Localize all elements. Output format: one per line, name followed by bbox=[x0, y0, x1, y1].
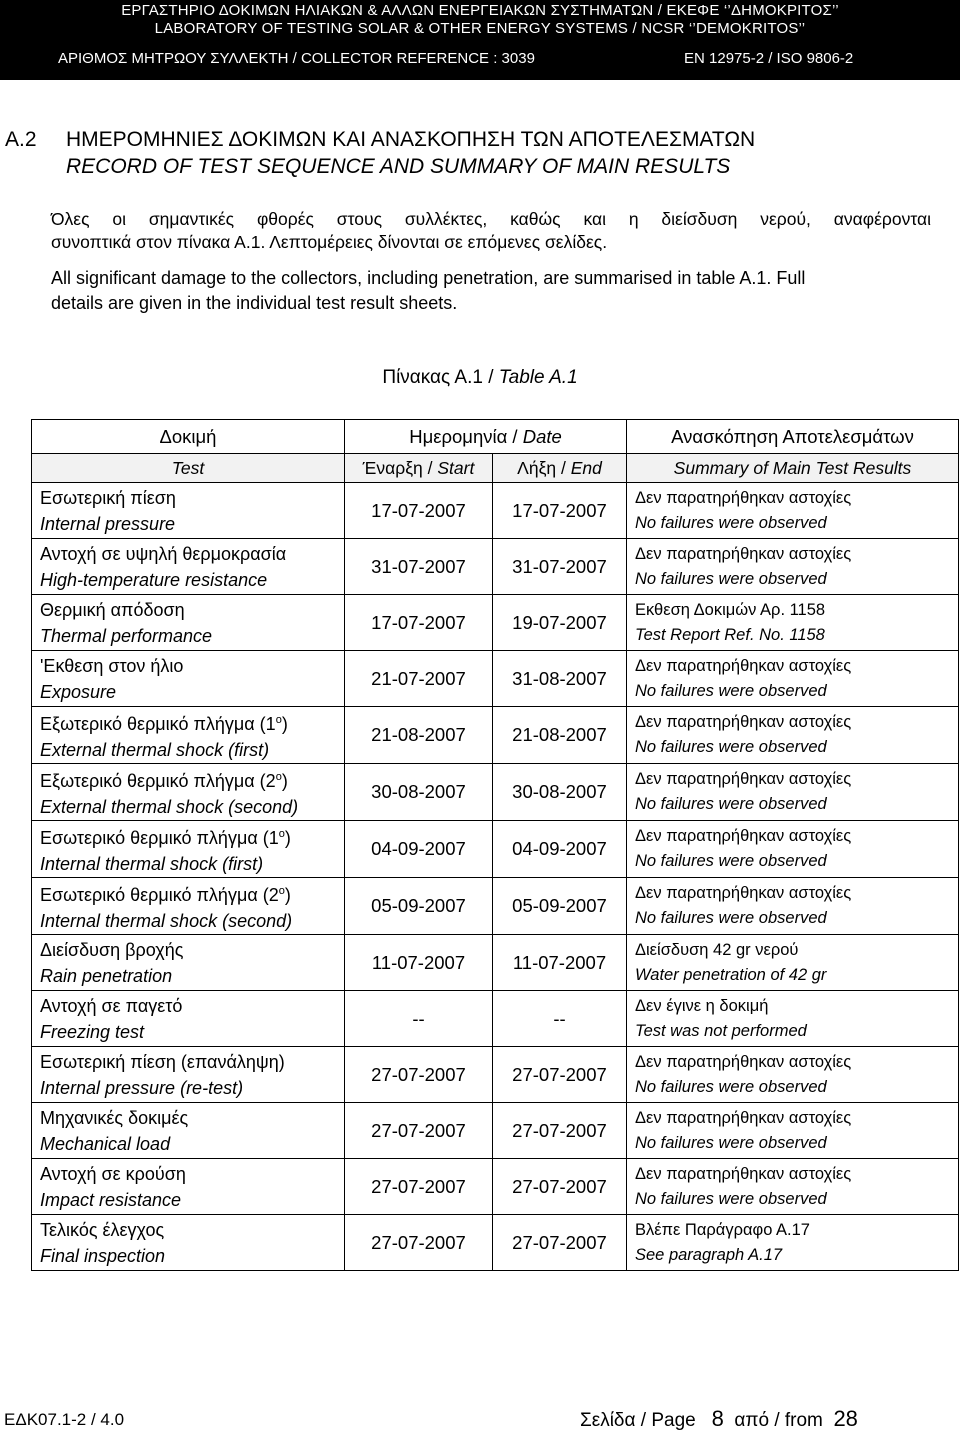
result-greek: Δεν έγινε η δοκιμή bbox=[635, 996, 769, 1015]
test-cell bbox=[32, 1047, 345, 1103]
table-row bbox=[32, 651, 959, 707]
test-name-english: Internal thermal shock (second) bbox=[40, 911, 293, 931]
section-number: A.2 bbox=[5, 128, 37, 151]
test-cell bbox=[32, 483, 345, 539]
header-summary-greek: Ανασκόπηση Αποτελεσμάτων bbox=[627, 420, 959, 454]
footer-page-number: 8 bbox=[711, 1406, 724, 1431]
table-row bbox=[32, 764, 959, 821]
end-date: 05-09-2007 bbox=[493, 878, 627, 935]
result-english: No failures were observed bbox=[635, 1077, 827, 1096]
result-greek: Δεν παρατηρήθηκαν αστοχίες bbox=[635, 884, 852, 902]
test-name-english: Internal thermal shock (first) bbox=[40, 854, 264, 874]
end-date: 27-07-2007 bbox=[493, 1047, 627, 1103]
test-name-english: Final inspection bbox=[40, 1245, 166, 1266]
result-english: No failures were observed bbox=[635, 795, 827, 813]
table-row bbox=[32, 595, 959, 651]
header-start bbox=[345, 454, 493, 483]
test-name-greek: Εξωτερικό θερμικό πλήγμα $(2^o)$ bbox=[40, 771, 288, 791]
end-date: -- bbox=[493, 991, 627, 1047]
result-english: No failures were observed bbox=[635, 738, 827, 756]
intro-english-line-2: details are given in the individual test result sheets. bbox=[51, 293, 458, 313]
result-english: Test Report Ref. No. 1158 bbox=[635, 625, 825, 644]
table-row bbox=[32, 707, 959, 764]
test-cell bbox=[32, 539, 345, 595]
table-row bbox=[32, 878, 959, 935]
test-name-english: Internal pressure bbox=[40, 513, 176, 534]
table-caption-greek: Πίνακας Α.1 / bbox=[382, 367, 499, 388]
result-greek: Διείσδυση 42 gr νερού bbox=[635, 940, 799, 959]
result-english: No failures were observed bbox=[635, 569, 827, 588]
start-date: 30-08-2007 bbox=[345, 764, 493, 821]
test-name-english: External thermal shock (first) bbox=[40, 740, 270, 760]
result-cell bbox=[627, 878, 959, 935]
result-english: No failures were observed bbox=[635, 1133, 827, 1152]
result-greek: Δεν παρατηρήθηκαν αστοχίες bbox=[635, 1108, 852, 1127]
result-cell bbox=[627, 935, 959, 991]
test-name-greek: Αντοχή σε κρούση bbox=[40, 1163, 186, 1184]
result-greek: Δεν παρατηρήθηκαν αστοχίες bbox=[635, 1164, 852, 1183]
result-english: Water penetration of 42 gr bbox=[635, 965, 827, 984]
result-greek: Εκθεση Δοκιμών Αρ. 1158 bbox=[635, 600, 826, 619]
footer-page-info bbox=[580, 1406, 858, 1432]
section-title-greek: ΗΜΕΡΟΜΗΝΙΕΣ ΔΟΚΙΜΩΝ ΚΑΙ ΑΝΑΣΚΟΠΗΣΗ ΤΩΝ ΑΠΟΤΕΛΕΣΜΑΤΩΝ bbox=[66, 128, 756, 151]
results-table bbox=[31, 419, 959, 1271]
result-english: No failures were observed bbox=[635, 1189, 827, 1208]
header-end bbox=[493, 454, 627, 483]
test-name-english: High-temperature resistance bbox=[40, 569, 268, 590]
end-date: 17-07-2007 bbox=[493, 483, 627, 539]
start-date: 31-07-2007 bbox=[345, 539, 493, 595]
footer-page-label: Σελίδα / Page bbox=[580, 1410, 696, 1431]
start-date: 17-07-2007 bbox=[345, 483, 493, 539]
page-header bbox=[0, 0, 960, 80]
result-cell bbox=[627, 539, 959, 595]
result-english: No failures were observed bbox=[635, 852, 827, 870]
test-name-greek: Αντοχή σε υψηλή θερμοκρασία bbox=[40, 543, 287, 564]
result-cell bbox=[627, 991, 959, 1047]
test-name-english: Internal pressure (re-test) bbox=[40, 1077, 244, 1098]
result-greek: Δεν παρατηρήθηκαν αστοχίες bbox=[635, 1052, 852, 1071]
test-name-greek: Διείσδυση βροχής bbox=[40, 939, 184, 960]
header-collector-reference: ΑΡΙΘΜΟΣ ΜΗΤΡΩΟΥ ΣΥΛΛΕΚΤΗ / COLLECTOR REFERENCE : 3039 bbox=[58, 50, 535, 67]
start-date: 21-08-2007 bbox=[345, 707, 493, 764]
test-name-greek: Μηχανικές δοκιμές bbox=[40, 1107, 189, 1128]
result-greek: Δεν παρατηρήθηκαν αστοχίες bbox=[635, 713, 852, 731]
table-row bbox=[32, 1047, 959, 1103]
end-date: 21-08-2007 bbox=[493, 707, 627, 764]
header-lab-name-english: LABORATORY OF TESTING SOLAR & OTHER ENERGY SYSTEMS / NCSR ‘’DEMOKRITOS’’ bbox=[154, 20, 806, 37]
result-greek: Δεν παρατηρήθηκαν αστοχίες bbox=[635, 656, 852, 675]
end-date: 30-08-2007 bbox=[493, 764, 627, 821]
table-row bbox=[32, 1103, 959, 1159]
start-date: 27-07-2007 bbox=[345, 1159, 493, 1215]
end-date: 19-07-2007 bbox=[493, 595, 627, 651]
test-name-greek: 'Εκθεση στον ήλιο bbox=[40, 655, 184, 676]
test-name-greek: Εξωτερικό θερμικό πλήγμα $(1^o)$ bbox=[40, 714, 288, 734]
result-cell bbox=[627, 1159, 959, 1215]
test-cell bbox=[32, 821, 345, 878]
result-english: See paragraph A.17 bbox=[635, 1245, 783, 1264]
result-cell bbox=[627, 764, 959, 821]
result-cell bbox=[627, 595, 959, 651]
result-greek: Δεν παρατηρήθηκαν αστοχίες bbox=[635, 770, 852, 788]
test-name-greek: Εσωτερική πίεση bbox=[40, 487, 176, 508]
intro-paragraph-greek bbox=[51, 208, 931, 254]
end-date: 04-09-2007 bbox=[493, 821, 627, 878]
intro-english-line-1: All significant damage to the collectors, including penetration, are summarised in table A.1. Full bbox=[51, 268, 806, 288]
test-cell bbox=[32, 878, 345, 935]
test-cell bbox=[32, 1159, 345, 1215]
table-row bbox=[32, 991, 959, 1047]
test-name-greek: Εσωτερικό θερμικό πλήγμα $(1^o)$ bbox=[40, 828, 291, 848]
start-date: 27-07-2007 bbox=[345, 1215, 493, 1271]
header-start-greek: Έναρξη / bbox=[362, 457, 438, 478]
start-date: 04-09-2007 bbox=[345, 821, 493, 878]
table-row bbox=[32, 935, 959, 991]
result-cell bbox=[627, 651, 959, 707]
table-header-row-1 bbox=[32, 420, 959, 454]
test-name-english: Mechanical load bbox=[40, 1133, 171, 1154]
test-cell bbox=[32, 651, 345, 707]
test-cell bbox=[32, 764, 345, 821]
test-name-english: External thermal shock (second) bbox=[40, 797, 299, 817]
table-row bbox=[32, 1215, 959, 1271]
end-date: 31-08-2007 bbox=[493, 651, 627, 707]
result-english: No failures were observed bbox=[635, 513, 827, 532]
section-title-english: RECORD OF TEST SEQUENCE AND SUMMARY OF MAIN RESULTS bbox=[66, 155, 731, 178]
table-row bbox=[32, 539, 959, 595]
test-name-english: Thermal performance bbox=[40, 625, 213, 646]
header-test-greek: Δοκιμή bbox=[32, 420, 345, 454]
test-name-english: Exposure bbox=[40, 681, 117, 702]
start-date: 05-09-2007 bbox=[345, 878, 493, 935]
end-date: 27-07-2007 bbox=[493, 1215, 627, 1271]
start-date: 17-07-2007 bbox=[345, 595, 493, 651]
result-greek: Δεν παρατηρήθηκαν αστοχίες bbox=[635, 544, 852, 563]
start-date: -- bbox=[345, 991, 493, 1047]
test-name-greek: Εσωτερικό θερμικό πλήγμα $(2^o)$ bbox=[40, 885, 291, 905]
result-greek: Δεν παρατηρήθηκαν αστοχίες bbox=[635, 488, 852, 507]
intro-greek-line-1: Όλες οι σημαντικές φθορές στους συλλέκτες, καθώς και η διείσδυση νερού, αναφέρονται bbox=[51, 209, 931, 229]
result-greek: Βλέπε Παράγραφο Α.17 bbox=[635, 1220, 810, 1239]
start-date: 11-07-2007 bbox=[345, 935, 493, 991]
header-end-english: End bbox=[570, 457, 602, 478]
end-date: 27-07-2007 bbox=[493, 1103, 627, 1159]
result-cell bbox=[627, 707, 959, 764]
table-header-row-2 bbox=[32, 454, 959, 483]
test-name-greek: Αντοχή σε παγετό bbox=[40, 995, 183, 1016]
header-lab-name-greek: ΕΡΓΑΣΤΗΡΙΟ ΔΟΚΙΜΩΝ ΗΛΙΑΚΩΝ & ΑΛΛΩΝ ΕΝΕΡΓΕΙΑΚΩΝ ΣΥΣΤΗΜΑΤΩΝ / ΕΚΕΦΕ ‘’ΔΗΜΟΚΡΙΤΟΣ’’ bbox=[121, 2, 839, 19]
test-name-english: Freezing test bbox=[40, 1021, 145, 1042]
header-summary-english: Summary of Main Test Results bbox=[627, 454, 959, 483]
start-date: 27-07-2007 bbox=[345, 1047, 493, 1103]
test-name-greek: Θερμική απόδοση bbox=[40, 599, 185, 620]
result-english: Test was not performed bbox=[635, 1021, 807, 1040]
footer-page-total: 28 bbox=[833, 1406, 858, 1431]
test-cell bbox=[32, 707, 345, 764]
header-date-english: Date bbox=[522, 425, 562, 447]
test-name-english: Rain penetration bbox=[40, 965, 173, 986]
test-name-greek: Εσωτερική πίεση (επανάληψη) bbox=[40, 1051, 285, 1072]
result-cell bbox=[627, 1047, 959, 1103]
table-row bbox=[32, 1159, 959, 1215]
start-date: 27-07-2007 bbox=[345, 1103, 493, 1159]
header-start-english: Start bbox=[437, 457, 475, 478]
test-cell bbox=[32, 1103, 345, 1159]
result-cell bbox=[627, 1103, 959, 1159]
table-row bbox=[32, 821, 959, 878]
result-cell bbox=[627, 1215, 959, 1271]
header-test-english: Test bbox=[32, 454, 345, 483]
result-english: No failures were observed bbox=[635, 681, 827, 700]
intro-paragraph-english bbox=[51, 266, 941, 316]
table-caption-english: Table A.1 bbox=[498, 367, 578, 388]
footer-of-label: από / from bbox=[734, 1410, 823, 1431]
test-name-english: Impact resistance bbox=[40, 1189, 182, 1210]
test-cell bbox=[32, 991, 345, 1047]
end-date: 31-07-2007 bbox=[493, 539, 627, 595]
result-english: No failures were observed bbox=[635, 909, 827, 927]
test-cell bbox=[32, 935, 345, 991]
intro-greek-line-2: συνοπτικά στον πίνακα Α.1. Λεπτομέρειες δίνονται σε επόμενες σελίδες. bbox=[51, 232, 608, 252]
end-date: 27-07-2007 bbox=[493, 1159, 627, 1215]
result-greek: Δεν παρατηρήθηκαν αστοχίες bbox=[635, 827, 852, 845]
header-end-greek: Λήξη / bbox=[517, 457, 571, 478]
table-caption bbox=[0, 367, 960, 389]
table-row bbox=[32, 483, 959, 539]
test-name-greek: Τελικός έλεγχος bbox=[40, 1219, 165, 1240]
header-date bbox=[345, 420, 627, 454]
header-date-greek: Ημερομηνία / bbox=[409, 425, 523, 447]
test-cell bbox=[32, 595, 345, 651]
header-standard: EN 12975-2 / ISO 9806-2 bbox=[684, 50, 854, 67]
start-date: 21-07-2007 bbox=[345, 651, 493, 707]
result-cell bbox=[627, 821, 959, 878]
footer-document-code: ΕΔΚ07.1-2 / 4.0 bbox=[4, 1410, 125, 1429]
result-cell bbox=[627, 483, 959, 539]
end-date: 11-07-2007 bbox=[493, 935, 627, 991]
test-cell bbox=[32, 1215, 345, 1271]
